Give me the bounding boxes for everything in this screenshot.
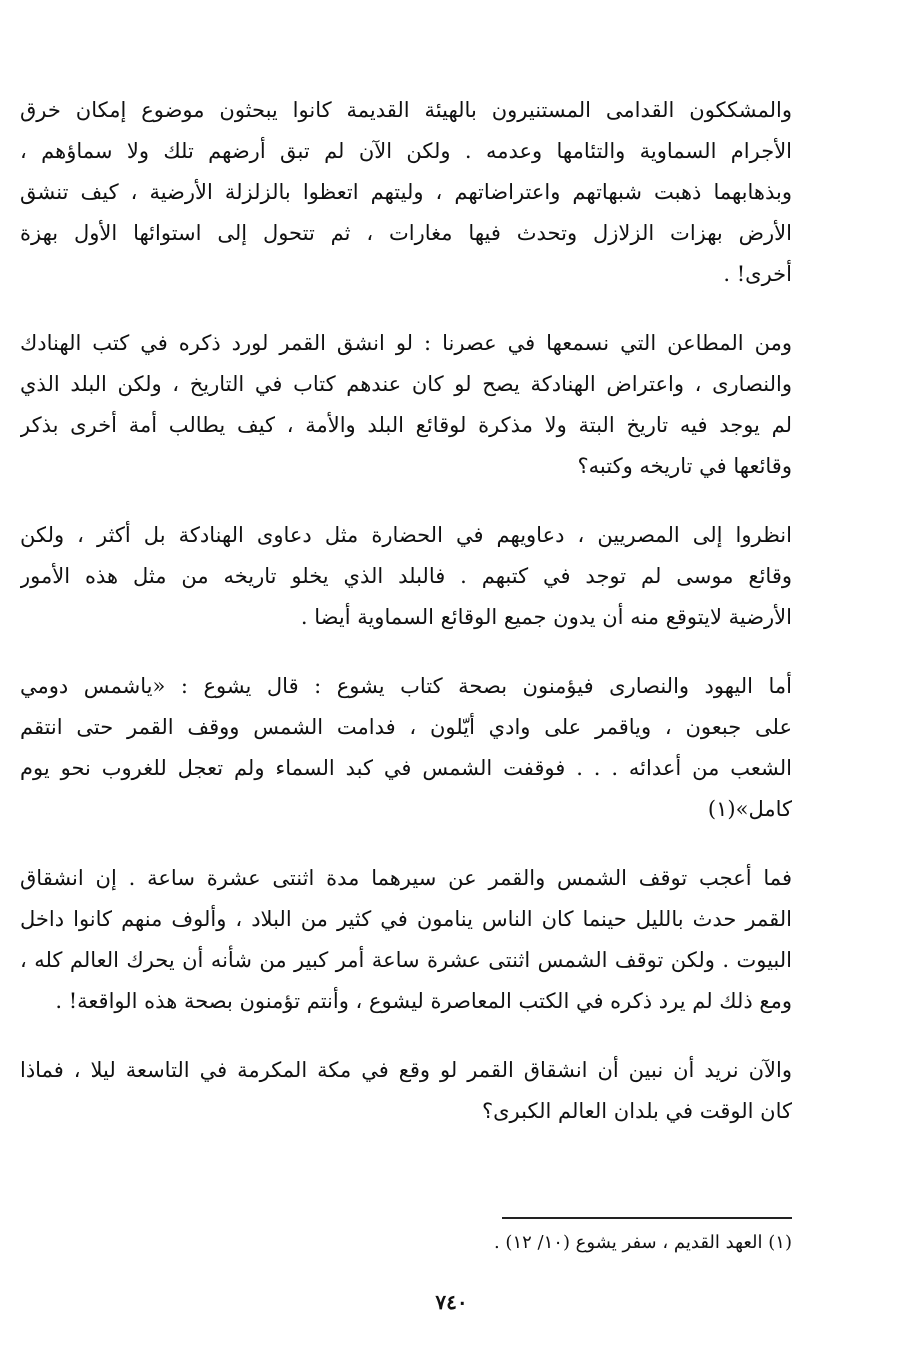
text-line: وقائع موسى لم توجد في كتبهم . فالبلد الذي يخلو تاريخه من مثل هذه الأمور	[20, 564, 792, 588]
text-line: والنصارى ، واعتراض الهنادكة يصح لو كان عندهم كتاب في التاريخ ، ولكن البلد الذي	[20, 372, 792, 396]
text-line: الشعب من أعدائه . . . فوقفت الشمس في كبد السماء ولم تعجل للغروب نحو يوم	[20, 756, 792, 780]
text-line: فما أعجب توقف الشمس والقمر عن سيرهما مدة اثنتى عشرة ساعة . إن انشقاق	[20, 866, 792, 890]
text-line: والآن نريد أن نبين أن انشقاق القمر لو وقع في مكة المكرمة في التاسعة ليلا ، فماذا	[20, 1058, 792, 1082]
page-number: ٧٤٠	[435, 1290, 468, 1314]
text-line: كامل»(١)	[707, 797, 792, 821]
text-line: ومع ذلك لم يرد ذكره في الكتب المعاصرة ليشوع ، وأنتم تؤمنون بصحة هذه الواقعة! .	[55, 989, 792, 1013]
text-line: انظروا إلى المصريين ، دعاويهم في الحضارة مثل دعاوى الهنادكة بل أكثر ، ولكن	[20, 523, 792, 547]
paragraph	[20, 1050, 792, 1132]
text-line: أخرى! .	[723, 262, 792, 286]
text-line: أما اليهود والنصارى فيؤمنون بصحة كتاب يشوع : قال يشوع : «ياشمس دومي	[20, 674, 792, 698]
text-line: الأرض بهزات الزلازل وتحدث فيها مغارات ، ثم تتحول إلى استوائها الأول بهزة	[20, 221, 792, 245]
text-line: الأجرام السماوية والتئامها وعدمه . ولكن الآن لم تبق أرضهم تلك ولا سماؤهم ،	[20, 139, 792, 163]
main-text	[20, 90, 792, 1132]
footnote-divider	[502, 1217, 792, 1219]
text-line: لم يوجد فيه تاريخ البتة ولا مذكرة لوقائع البلد والأمة ، كيف يطالب أمة أخرى بذكر	[20, 413, 792, 437]
text-line: كان الوقت في بلدان العالم الكبرى؟	[481, 1099, 792, 1123]
text-line: على جبعون ، وياقمر على وادي أيّلون ، فدامت الشمس ووقف القمر حتى انتقم	[20, 715, 792, 739]
paragraph	[20, 666, 792, 830]
paragraph	[20, 323, 792, 487]
text-line: القمر حدث بالليل حينما كان الناس ينامون في كثير من البلاد ، وألوف منهم كانوا داخل	[20, 907, 792, 931]
footnote: (١) العهد القديم ، سفر يشوع (١٠/ ١٢) .	[493, 1232, 792, 1253]
text-line: وقائعها في تاريخه وكتبه؟	[577, 454, 792, 478]
text-line: والمشككون القدامى المستنيرون بالهيئة القديمة كانوا يبحثون موضوع إمكان خرق	[20, 98, 792, 122]
paragraph	[20, 515, 792, 638]
paragraph	[20, 90, 792, 295]
paragraph	[20, 858, 792, 1022]
text-line: البيوت . ولكن توقف الشمس اثنتى عشرة ساعة أمر كبير من شأنه أن يحرك العالم كله ،	[20, 948, 792, 972]
text-line: ومن المطاعن التي نسمعها في عصرنا : لو انشق القمر لورد ذكره في كتب الهنادك	[20, 331, 792, 355]
text-line: الأرضية لايتوقع منه أن يدون جميع الوقائع السماوية أيضا .	[300, 605, 792, 629]
text-line: وبذهابهما ذهبت شبهاتهم واعتراضاتهم ، وليتهم اتعظوا بالزلزلة الأرضية ، كيف تنشق	[20, 180, 792, 204]
